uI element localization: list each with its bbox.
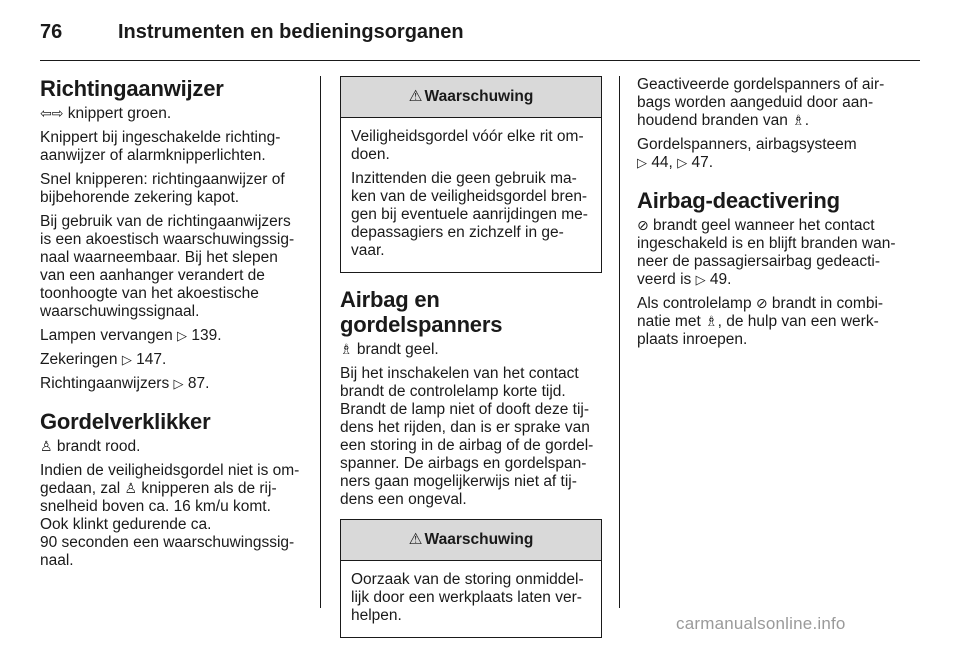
paragraph: Als controlelamp ⊘ brandt in combi-natie met ♗, de hulp van een werk-plaats inroepen.: [637, 295, 884, 348]
paragraph: Snel knipperen: richtingaanwijzer of bijbehorende zekering kapot.: [40, 171, 285, 206]
warning-box: [340, 519, 602, 638]
reference-arrow-icon: ▷: [177, 328, 188, 343]
paragraph: Bij het inschakelen van het contact brandt de controlelamp korte tijd. Brandt de lamp niet of dooft deze tij-dens het rijden, dan is er sprake van een storing in de airbag of de gordel-spanner. De airbags en gordelspan-ners gaan mogelijkerwijs niet af tij-dens een ongeval.: [340, 365, 594, 508]
section-heading-seatbelt: Gordelverklikker: [40, 409, 211, 434]
airbag-person-icon: ♗: [792, 112, 805, 128]
paragraph: Bij gebruik van de richtingaanwijzers is een akoestisch waarschuwingssig-naal waarneembaar. Bij het slepen van een aanhanger verandert de toonhoogte van het akoestische waarschuwingssignaal.: [40, 213, 295, 320]
paragraph: Geactiveerde gordelspanners of air-bags worden aangeduid door aan-houdend branden van ♗.: [637, 76, 885, 129]
section-heading-airbag-deactivation: Airbag-deactivering: [637, 188, 840, 213]
column-divider: [320, 76, 321, 608]
reference-arrow-icon: ▷: [173, 376, 184, 391]
warning-triangle-icon: ⚠: [408, 531, 423, 548]
reference-link[interactable]: Zekeringen ▷ 147.: [40, 351, 167, 368]
column-divider: [619, 76, 620, 608]
seatbelt-person-icon: ♙: [40, 438, 53, 454]
paragraph: ♙ brandt rood.: [40, 438, 141, 455]
paragraph: Indien de veiligheidsgordel niet is om-gedaan, zal ♙ knipperen als de rij-snelheid boven ca. 16 km/u komt. Ook klinkt gedurende ca. 90 seconden een waarschuwingssig-naal.: [40, 462, 300, 569]
page-number: 76: [40, 21, 63, 43]
turn-signal-arrows-icon: ⇦⇨: [40, 105, 64, 121]
column-left: [40, 76, 305, 576]
section-heading-airbag: Airbag en gordelspanners: [340, 287, 503, 337]
reference-link[interactable]: Richtingaanwijzers ▷ 87.: [40, 375, 210, 392]
reference-arrow-icon: ▷: [695, 272, 706, 287]
chapter-title: Instrumenten en bedieningsorganen: [118, 21, 464, 43]
column-middle: [340, 76, 602, 648]
paragraph: Knippert bij ingeschakelde richting-aanwijzer of alarmknipperlichten.: [40, 129, 281, 164]
watermark: carmanualsonline.info: [676, 614, 846, 633]
reference-arrow-icon: ▷: [677, 155, 688, 170]
reference-link[interactable]: Gordelspanners, airbagsysteem ▷ 44, ▷ 47.: [637, 136, 857, 171]
paragraph: Veiligheidsgordel vóór elke rit om-doen.: [351, 128, 584, 163]
paragraph: ♗ brandt geel.: [340, 341, 439, 358]
warning-header: ⚠ Waarschuwing: [341, 520, 601, 561]
paragraph: ⊘ brandt geel wanneer het contact ingeschakeld is en blijft branden wan-neer de passagiersairbag gedeacti-veerd is ▷ 49.: [637, 217, 896, 288]
airbag-deactivated-icon: ⊘: [755, 295, 768, 311]
reference-arrow-icon: ▷: [637, 155, 647, 170]
paragraph: Oorzaak van de storing onmiddel-lijk door een werkplaats laten ver-helpen.: [351, 571, 584, 624]
reference-arrow-icon: ▷: [121, 352, 132, 367]
column-right: [637, 76, 907, 355]
seatbelt-person-icon: ♙: [124, 480, 138, 496]
page-header: [40, 18, 920, 61]
airbag-person-icon: ♗: [340, 341, 353, 357]
airbag-deactivated-icon: ⊘: [637, 217, 649, 233]
airbag-person-icon: ♗: [705, 313, 718, 329]
warning-triangle-icon: ⚠: [408, 88, 423, 105]
paragraph: Inzittenden die geen gebruik ma-ken van de veiligheidsgordel bren-gen bij eventuele aanrijdingen me-depassagiers en zichzelf in ge-vaar.: [351, 170, 588, 259]
paragraph: ⇦⇨ knippert groen.: [40, 105, 172, 122]
reference-link[interactable]: Lampen vervangen ▷ 139.: [40, 327, 222, 344]
warning-box: [340, 76, 602, 273]
warning-body: [341, 118, 601, 272]
warning-body: [341, 561, 601, 637]
section-heading-turn-signal: Richtingaanwijzer: [40, 76, 224, 101]
warning-header: ⚠ Waarschuwing: [341, 77, 601, 118]
